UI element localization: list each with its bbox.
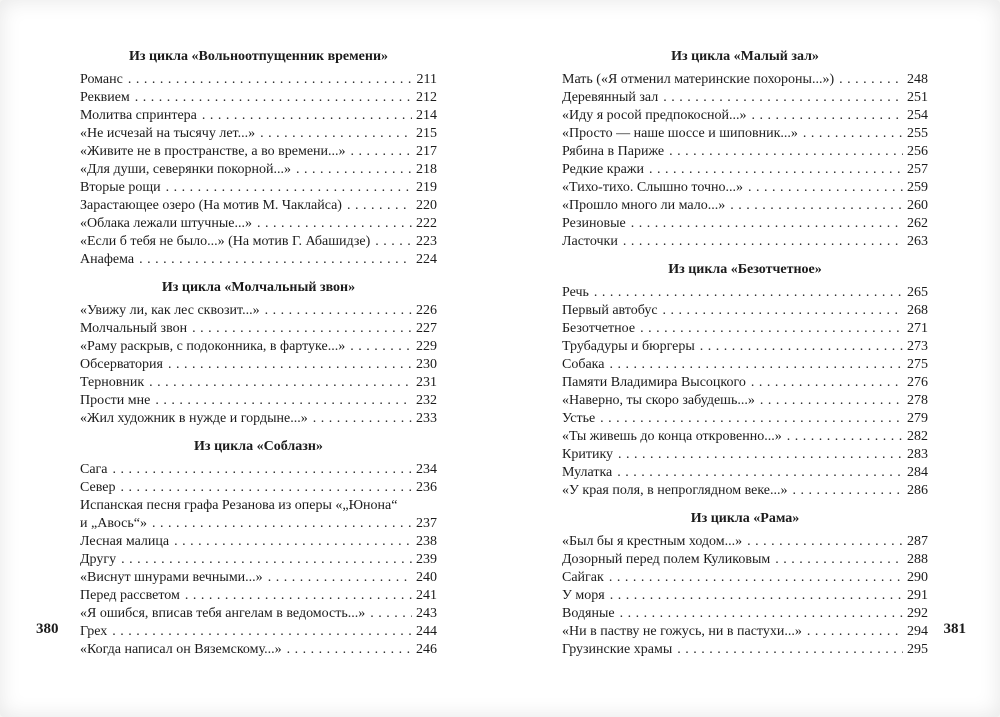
dot-leader (730, 197, 903, 215)
entry-page-number: 217 (416, 144, 437, 159)
entry-title: Сага (80, 462, 108, 477)
entry-title: Реквием (80, 90, 130, 105)
dot-leader (617, 464, 903, 482)
entry-page-number: 292 (907, 606, 928, 621)
toc-entry (80, 215, 437, 233)
toc-entry (562, 179, 928, 197)
entry-title: Устье (562, 411, 596, 426)
entry-page-number: 231 (416, 375, 437, 390)
entry-title: «Тихо-тихо. Слышно точно...» (562, 180, 744, 195)
toc-entry (80, 251, 437, 269)
entry-title: «Когда написал он Вяземскому...» (80, 642, 282, 657)
entry-page-number: 254 (907, 108, 928, 123)
right-page-content (562, 48, 928, 659)
folio-number-left: 380 (36, 621, 59, 637)
entry-title: Речь (562, 285, 589, 300)
toc-entry (80, 89, 437, 107)
toc-entry (80, 587, 437, 605)
entry-page-number: 271 (907, 321, 928, 336)
entry-title: Критику (562, 447, 614, 462)
dot-leader (347, 197, 412, 215)
entry-page-number: 287 (907, 534, 928, 549)
toc-entry (562, 284, 928, 302)
entry-page-number: 265 (907, 285, 928, 300)
toc-entry (562, 533, 928, 551)
toc-entry (562, 374, 928, 392)
entry-title: «Иду я росой предпокосной...» (562, 108, 747, 123)
entry-title: Редкие кражи (562, 162, 644, 177)
toc-entry (562, 320, 928, 338)
entry-page-number: 237 (416, 516, 437, 531)
toc-entry (562, 410, 928, 428)
toc-entry (80, 356, 437, 374)
entry-title: Ласточки (562, 234, 618, 249)
entry-page-number: 244 (416, 624, 437, 639)
dot-leader (600, 410, 903, 428)
dot-leader (609, 356, 903, 374)
cycle-heading: Из цикла «Молчальный звон» (161, 280, 356, 295)
entry-page-number: 294 (907, 624, 928, 639)
toc-entry (562, 392, 928, 410)
entry-title: Мать («Я отменил материнские похороны...») (562, 72, 835, 87)
toc-entry (562, 446, 928, 464)
entry-page-number: 256 (907, 144, 928, 159)
dot-leader (155, 392, 412, 410)
dot-leader (807, 623, 903, 641)
entry-page-number: 220 (416, 198, 437, 213)
toc-entry (562, 551, 928, 569)
entry-title: Первый автобус (562, 303, 658, 318)
cycle-heading: Из цикла «Малый зал» (671, 49, 819, 64)
dot-leader (609, 569, 903, 587)
dot-leader (149, 374, 412, 392)
entry-title: Безотчетное (562, 321, 636, 336)
entry-title: «Не исчезай на тысячу лет...» (80, 126, 256, 141)
entry-title: и „Авось“» (80, 516, 147, 531)
toc-entry (562, 71, 928, 89)
entry-page-number: 233 (416, 411, 437, 426)
toc-entry (80, 125, 437, 143)
toc-entry (562, 125, 928, 143)
toc-entry (80, 338, 437, 356)
dot-leader (112, 623, 412, 641)
entry-page-number: 219 (416, 180, 437, 195)
entry-page-number: 283 (907, 447, 928, 462)
dot-leader (700, 338, 903, 356)
dot-leader (113, 461, 412, 479)
toc-entry (562, 641, 928, 659)
toc-entry (562, 233, 928, 251)
toc-entry (80, 533, 437, 551)
entry-page-number: 275 (907, 357, 928, 372)
dot-leader (775, 551, 903, 569)
dot-leader (139, 251, 412, 269)
dot-leader (260, 125, 412, 143)
entry-title: «Ты живешь до конца откровенно...» (562, 429, 782, 444)
dot-leader (803, 125, 903, 143)
dot-leader (663, 89, 903, 107)
toc-entry (562, 482, 928, 500)
dot-leader (677, 641, 903, 659)
entry-title: Молчальный звон (80, 321, 188, 336)
dot-leader (202, 107, 412, 125)
entry-page-number: 251 (907, 90, 928, 105)
dot-leader (152, 515, 412, 533)
entry-title: Другу (80, 552, 117, 567)
toc-entry (562, 107, 928, 125)
entry-page-number: 230 (416, 357, 437, 372)
dot-leader (620, 605, 903, 623)
entry-title: Перед рассветом (80, 588, 180, 603)
entry-title: Терновник (80, 375, 145, 390)
dot-leader (610, 587, 903, 605)
entry-title: «Раму раскрыв, с подоконника, в фартуке...» (80, 339, 346, 354)
dot-leader (265, 302, 412, 320)
toc-entry (562, 338, 928, 356)
toc-entry (80, 623, 437, 641)
left-page-content (80, 48, 437, 659)
cycle-heading: Из цикла «Рама» (690, 511, 800, 526)
entry-page-number: 248 (907, 72, 928, 87)
toc-entry (562, 215, 928, 233)
entry-title: «Увижу ли, как лес сквозит...» (80, 303, 260, 318)
dot-leader (121, 551, 412, 569)
entry-title: Зарастающее озеро (На мотив М. Чаклайса) (80, 198, 342, 213)
entry-page-number: 212 (416, 90, 437, 105)
entry-title: Анафема (80, 252, 135, 267)
entry-title: Резиновые (562, 216, 626, 231)
dot-leader (631, 215, 903, 233)
entry-title: Грех (80, 624, 108, 639)
dot-leader (185, 587, 412, 605)
entry-title: Грузинские храмы (562, 642, 673, 657)
toc-entry (80, 302, 437, 320)
entry-title: «Живите не в пространстве, а во времени...» (80, 144, 346, 159)
toc-entry (562, 587, 928, 605)
dot-leader (351, 143, 412, 161)
entry-title: Север (80, 480, 116, 495)
entry-page-number: 227 (416, 321, 437, 336)
dot-leader (174, 533, 412, 551)
entry-title: «Прошло много ли мало...» (562, 198, 726, 213)
toc-entry (562, 356, 928, 374)
dot-leader (623, 233, 903, 251)
entry-page-number: 211 (416, 72, 437, 87)
entry-title: «Виснут шнурами вечными...» (80, 570, 263, 585)
dot-leader (268, 569, 412, 587)
dot-leader (640, 320, 903, 338)
entry-page-number: 226 (416, 303, 437, 318)
toc-entry (562, 605, 928, 623)
dot-leader (166, 179, 412, 197)
dot-leader (751, 374, 903, 392)
entry-title: Молитва спринтера (80, 108, 197, 123)
dot-leader (257, 215, 412, 233)
toc-entry (80, 107, 437, 125)
entry-title: «Ни в паству не гожусь, ни в пастухи...» (562, 624, 802, 639)
entry-page-number: 295 (907, 642, 928, 657)
toc-entry (562, 302, 928, 320)
dot-leader (128, 71, 413, 89)
dot-leader (649, 161, 903, 179)
dot-leader (839, 71, 903, 89)
entry-page-number: 241 (416, 588, 437, 603)
dot-leader (663, 302, 903, 320)
entry-page-number: 214 (416, 108, 437, 123)
entry-page-number: 257 (907, 162, 928, 177)
entry-title: «Я ошибся, вписав тебя ангелам в ведомость...» (80, 606, 366, 621)
toc-entry (80, 551, 437, 569)
entry-title: «Был бы я крестным ходом...» (562, 534, 743, 549)
toc-entry (80, 515, 437, 533)
dot-leader (375, 233, 412, 251)
folio-number-right: 381 (943, 621, 966, 637)
entry-page-number: 279 (907, 411, 928, 426)
entry-title: Испанская песня графа Резанова из оперы «„Юнона“ (80, 498, 398, 513)
entry-page-number: 259 (907, 180, 928, 195)
entry-page-number: 236 (416, 480, 437, 495)
toc-entry (562, 161, 928, 179)
entry-page-number: 239 (416, 552, 437, 567)
entry-page-number: 290 (907, 570, 928, 585)
entry-page-number: 215 (416, 126, 437, 141)
entry-page-number: 218 (416, 162, 437, 177)
entry-title: Собака (562, 357, 605, 372)
dot-leader (192, 320, 412, 338)
toc-entry (80, 569, 437, 587)
toc-entry (80, 479, 437, 497)
entry-title: Вторые рощи (80, 180, 161, 195)
toc-entry (80, 71, 437, 89)
dot-leader (748, 179, 903, 197)
toc-entry-continuation (80, 497, 437, 515)
entry-title: Дозорный перед полем Куликовым (562, 552, 771, 567)
entry-page-number: 238 (416, 534, 437, 549)
entry-page-number: 288 (907, 552, 928, 567)
entry-title: Романс (80, 72, 123, 87)
entry-title: «Для души, северянки покорной...» (80, 162, 292, 177)
toc-entry (562, 623, 928, 641)
dot-leader (313, 410, 412, 428)
entry-page-number: 262 (907, 216, 928, 231)
toc-entry (80, 641, 437, 659)
entry-title: «У края поля, в непроглядном веке...» (562, 483, 788, 498)
entry-title: Лесная малица (80, 534, 170, 549)
entry-page-number: 246 (416, 642, 437, 657)
toc-entry (80, 410, 437, 428)
entry-page-number: 263 (907, 234, 928, 249)
toc-entry (80, 197, 437, 215)
dot-leader (350, 338, 412, 356)
toc-entry (562, 197, 928, 215)
entry-page-number: 268 (907, 303, 928, 318)
entry-page-number: 232 (416, 393, 437, 408)
entry-page-number: 260 (907, 198, 928, 213)
dot-leader (760, 392, 903, 410)
cycle-heading: Из цикла «Безотчетное» (668, 262, 822, 277)
entry-page-number: 284 (907, 465, 928, 480)
entry-title: Водяные (562, 606, 615, 621)
entry-page-number: 222 (416, 216, 437, 231)
toc-entry (562, 569, 928, 587)
entry-page-number: 229 (416, 339, 437, 354)
toc-entry (80, 179, 437, 197)
entry-title: «Просто — наше шоссе и шиповник...» (562, 126, 798, 141)
entry-title: Сайгак (562, 570, 604, 585)
entry-page-number: 255 (907, 126, 928, 141)
toc-entry (80, 233, 437, 251)
entry-page-number: 224 (416, 252, 437, 267)
dot-leader (168, 356, 412, 374)
entry-title: Прости мне (80, 393, 151, 408)
entry-title: Памяти Владимира Высоцкого (562, 375, 746, 390)
dot-leader (787, 428, 903, 446)
entry-title: Трубадуры и бюргеры (562, 339, 695, 354)
entry-title: «Жил художник в нужде и гордыне...» (80, 411, 308, 426)
entry-page-number: 243 (416, 606, 437, 621)
dot-leader (135, 89, 412, 107)
toc-entry (562, 143, 928, 161)
toc-entry (562, 464, 928, 482)
entry-page-number: 291 (907, 588, 928, 603)
entry-title: Обсерватория (80, 357, 163, 372)
dot-leader (747, 533, 903, 551)
toc-entry (80, 374, 437, 392)
entry-title: «Облака лежали штучные...» (80, 216, 252, 231)
dot-leader (618, 446, 903, 464)
dot-leader (296, 161, 412, 179)
entry-page-number: 276 (907, 375, 928, 390)
dot-leader (120, 479, 412, 497)
entry-title: Деревянный зал (562, 90, 659, 105)
toc-entry (80, 461, 437, 479)
entry-page-number: 240 (416, 570, 437, 585)
dot-leader (594, 284, 903, 302)
toc-entry (80, 161, 437, 179)
entry-page-number: 273 (907, 339, 928, 354)
entry-title: Мулатка (562, 465, 613, 480)
toc-entry (80, 392, 437, 410)
toc-entry (562, 89, 928, 107)
dot-leader (752, 107, 903, 125)
toc-entry (562, 428, 928, 446)
cycle-heading: Из цикла «Соблазн» (194, 439, 323, 454)
toc-entry (80, 605, 437, 623)
toc-entry (80, 143, 437, 161)
entry-title: «Наверно, ты скоро забудешь...» (562, 393, 755, 408)
entry-title: «Если б тебя не было...» (На мотив Г. Абашидзе) (80, 234, 371, 249)
entry-page-number: 286 (907, 483, 928, 498)
entry-page-number: 278 (907, 393, 928, 408)
entry-page-number: 223 (416, 234, 437, 249)
entry-title: Рябина в Париже (562, 144, 665, 159)
dot-leader (370, 605, 412, 623)
cycle-heading: Из цикла «Вольноотпущенник времени» (128, 49, 389, 64)
entry-page-number: 282 (907, 429, 928, 444)
dot-leader (792, 482, 903, 500)
dot-leader (287, 641, 412, 659)
toc-entry (80, 320, 437, 338)
dot-leader (669, 143, 903, 161)
entry-page-number: 234 (416, 462, 437, 477)
entry-title: У моря (562, 588, 605, 603)
